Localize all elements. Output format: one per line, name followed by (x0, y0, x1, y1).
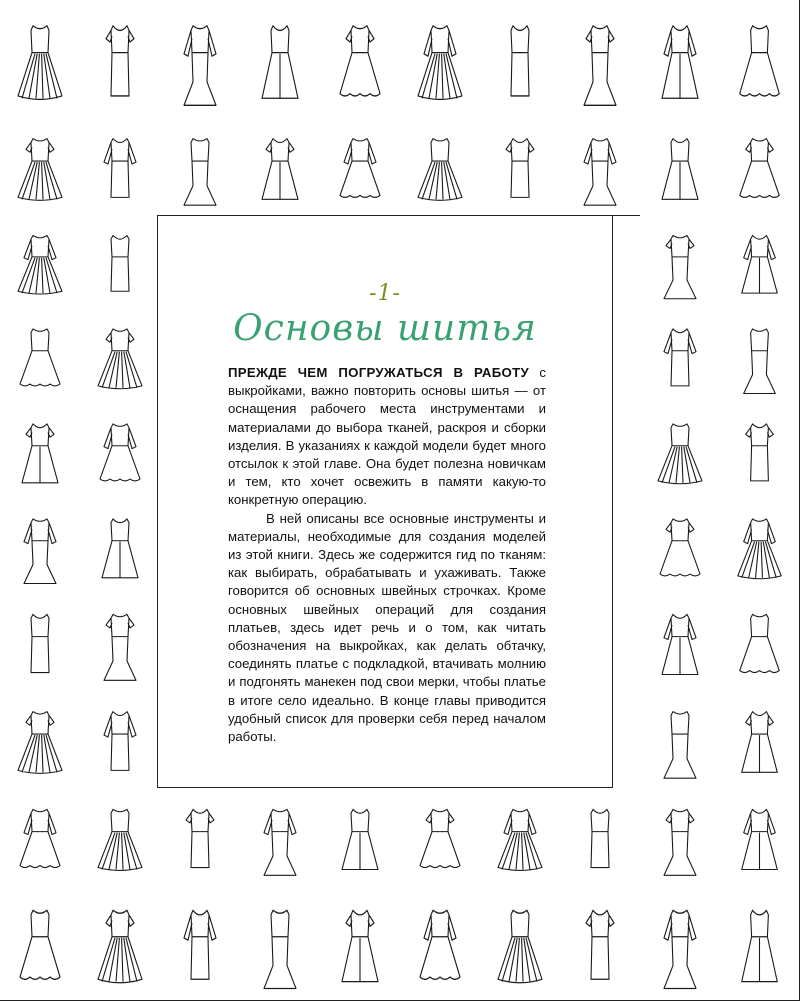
dress-cell (240, 788, 321, 886)
dress-sketch-icon (720, 788, 799, 885)
dress-cell (640, 215, 721, 309)
dress-cell (320, 885, 401, 1001)
dress-cell (80, 885, 161, 1001)
dress-sketch-icon (320, 788, 400, 885)
dress-cell (160, 885, 241, 1001)
dress-sketch-icon (160, 885, 240, 1000)
dress-sketch-icon (320, 0, 400, 117)
paragraph-2: В ней описаны все основные инструменты и материалы, необходимые для создания моделей из этой книги. Здесь же содержится гид по тканям: как выбирать, обрабатывать и ухаживать. Также говорится об основных швейных строчках. Кроме основных швейных операций для создания платьев, здесь идет речь и о том, как читать обозначения на выкройках, как делать обтачку, соединять платье с подкладкой, втачивать молнию и подгонять манекен под свои мерки, чтобы платье в итоге село идеально. В конце главы приводится удобный список для проверки себя перед началом работы. (228, 510, 546, 745)
dress-sketch-icon (640, 308, 720, 403)
dress-cell (720, 0, 800, 118)
dress-sketch-icon (640, 215, 720, 308)
dress-sketch-icon (480, 885, 560, 1000)
dress-sketch-icon (640, 593, 720, 690)
dress-sketch-icon (240, 885, 320, 1000)
dress-cell (480, 117, 561, 216)
dress-cell (560, 885, 641, 1001)
dress-cell (240, 885, 321, 1001)
dress-sketch-icon (0, 885, 80, 1000)
dress-sketch-icon (640, 0, 720, 117)
dress-cell (240, 0, 321, 118)
dress-cell (80, 498, 161, 594)
dress-sketch-icon (160, 788, 240, 885)
dress-sketch-icon (80, 308, 160, 403)
dress-sketch-icon (640, 690, 720, 788)
dress-cell (640, 403, 721, 499)
dress-cell (0, 690, 81, 789)
dress-sketch-icon (560, 885, 640, 1000)
dress-cell (720, 308, 800, 404)
dress-sketch-icon (0, 403, 80, 498)
dress-cell (400, 885, 481, 1001)
dress-sketch-icon (720, 117, 799, 215)
dress-cell (720, 788, 800, 886)
dress-cell (560, 0, 641, 118)
dress-sketch-icon (80, 0, 160, 117)
dress-cell (560, 117, 641, 216)
dress-sketch-icon (240, 0, 320, 117)
dress-cell (720, 593, 800, 691)
dress-sketch-icon (80, 498, 160, 593)
dress-cell (0, 117, 81, 216)
dress-cell (400, 788, 481, 886)
dress-sketch-icon (720, 403, 799, 498)
dress-cell (0, 215, 81, 309)
dress-cell (720, 117, 800, 216)
dress-sketch-icon (480, 0, 560, 117)
dress-cell (480, 788, 561, 886)
dress-sketch-icon (320, 885, 400, 1000)
dress-sketch-icon (720, 593, 799, 690)
dress-sketch-icon (80, 690, 160, 788)
dress-cell (0, 403, 81, 499)
dress-sketch-icon (0, 498, 80, 593)
dress-sketch-icon (80, 117, 160, 215)
dress-cell (80, 215, 161, 309)
dress-cell (320, 788, 401, 886)
paragraph-1 (228, 364, 546, 510)
dress-cell (640, 788, 721, 886)
dress-cell (240, 117, 321, 216)
dress-sketch-icon (80, 593, 160, 690)
dress-sketch-icon (400, 885, 480, 1000)
dress-sketch-icon (640, 885, 720, 1000)
dress-cell (160, 0, 241, 118)
dress-cell (80, 690, 161, 789)
dress-sketch-icon (80, 403, 160, 498)
dress-sketch-icon (80, 788, 160, 885)
dress-cell (640, 308, 721, 404)
dress-sketch-icon (720, 215, 799, 308)
dress-cell (320, 117, 401, 216)
dress-sketch-icon (720, 690, 799, 788)
dress-sketch-icon (0, 308, 80, 403)
dress-cell (80, 593, 161, 691)
dress-sketch-icon (640, 498, 720, 593)
dress-cell (160, 788, 241, 886)
dress-cell (0, 593, 81, 691)
dress-cell (80, 403, 161, 499)
chapter-intro-panel (157, 215, 613, 788)
chapter-text (228, 364, 546, 746)
dress-sketch-icon (640, 788, 720, 885)
dress-sketch-icon (720, 885, 799, 1000)
dress-cell (0, 885, 81, 1001)
dress-sketch-icon (720, 498, 799, 593)
dress-sketch-icon (560, 788, 640, 885)
dress-sketch-icon (240, 788, 320, 885)
dress-sketch-icon (560, 117, 640, 215)
dress-sketch-icon (640, 403, 720, 498)
dress-cell (480, 885, 561, 1001)
dress-cell (80, 117, 161, 216)
dress-cell (640, 690, 721, 789)
dress-cell (80, 788, 161, 886)
dress-sketch-icon (0, 593, 80, 690)
dress-sketch-icon (240, 117, 320, 215)
dress-cell (80, 308, 161, 404)
dress-sketch-icon (0, 0, 80, 117)
dress-sketch-icon (0, 690, 80, 788)
dress-cell (720, 690, 800, 789)
dress-cell (640, 593, 721, 691)
dress-sketch-icon (0, 215, 80, 308)
dress-cell (720, 215, 800, 309)
dress-sketch-icon (560, 0, 640, 117)
dress-sketch-icon (480, 788, 560, 885)
dress-cell (480, 0, 561, 118)
dress-cell (720, 885, 800, 1001)
dress-cell (0, 0, 81, 118)
dress-sketch-icon (0, 788, 80, 885)
chapter-number: -1- (369, 281, 401, 306)
dress-sketch-icon (160, 0, 240, 117)
dress-cell (640, 885, 721, 1001)
dress-cell (320, 0, 401, 118)
dress-cell (720, 403, 800, 499)
chapter-title: Основы шитья (233, 308, 537, 349)
dress-cell (400, 117, 481, 216)
dress-cell (720, 498, 800, 594)
dress-cell (640, 0, 721, 118)
dress-sketch-icon (160, 117, 240, 215)
dress-sketch-icon (320, 117, 400, 215)
dress-cell (560, 788, 641, 886)
paragraph-1-text: с выкройками, важно повторить основы шитья — от оснащения рабочего места инструментами и материалами до выбора тканей, раскроя и сборки изделия. В указаниях к каждой модели будет много отсылок к этой главе. Она будет полезна новичкам и тем, кто хочет освежить в памяти какую-то конкретную операцию. (228, 365, 546, 508)
dress-cell (80, 0, 161, 118)
dress-cell (0, 308, 81, 404)
lead-in: ПРЕЖДЕ ЧЕМ ПОГРУЖАТЬСЯ В РАБОТУ (228, 365, 529, 380)
dress-cell (0, 788, 81, 886)
dress-sketch-icon (480, 117, 560, 215)
dress-sketch-icon (0, 117, 80, 215)
dress-cell (0, 498, 81, 594)
dress-cell (400, 0, 481, 118)
dress-sketch-icon (640, 117, 720, 215)
dress-sketch-icon (400, 0, 480, 117)
dress-sketch-icon (720, 0, 799, 117)
dress-cell (640, 498, 721, 594)
dress-sketch-icon (720, 308, 799, 403)
dress-sketch-icon (400, 788, 480, 885)
dress-cell (640, 117, 721, 216)
dress-cell (160, 117, 241, 216)
dress-sketch-icon (80, 215, 160, 308)
dress-sketch-icon (80, 885, 160, 1000)
dress-sketch-icon (400, 117, 480, 215)
